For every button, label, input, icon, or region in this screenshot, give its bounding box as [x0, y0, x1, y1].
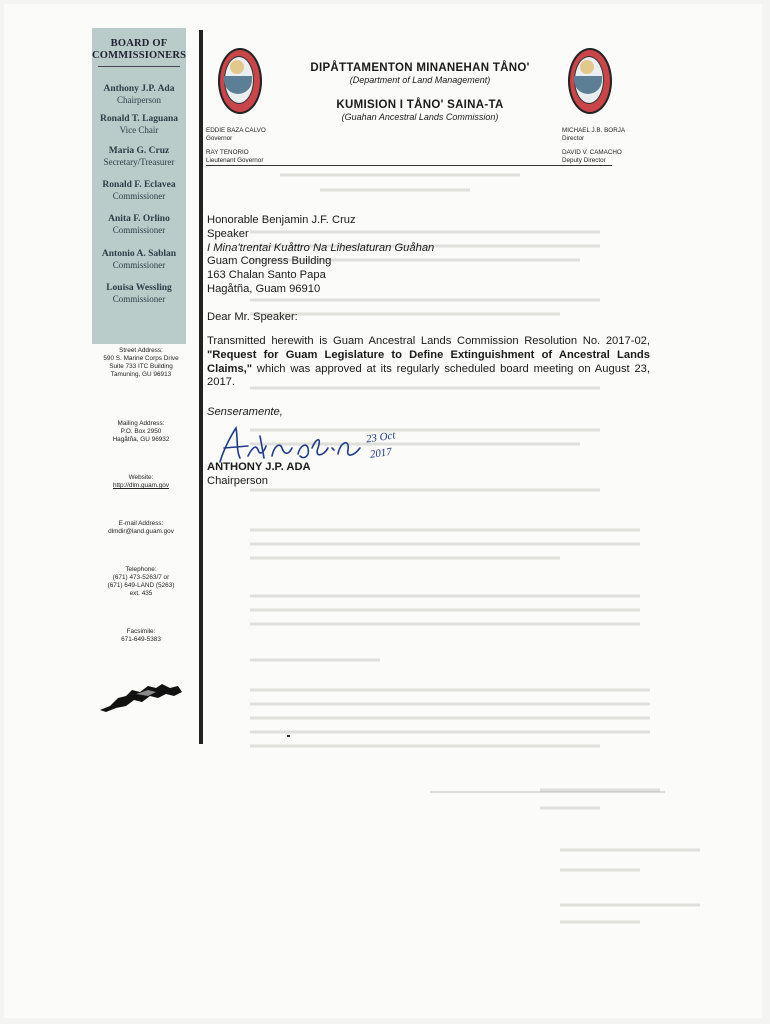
- street-address-line: Tamuning, GU 96913: [110, 371, 172, 378]
- body-text-intro: Transmitted herewith is Guam Ancestral Lands Commission Resolution No. 2017-02,: [207, 335, 650, 347]
- governor-name: EDDIE BAZA CALVO: [206, 127, 266, 134]
- addressee-line: 163 Chalan Santo Papa: [207, 269, 326, 282]
- director-title: Director: [562, 134, 585, 142]
- closing: Senseramente,: [207, 406, 283, 418]
- addressee-line: Hagåtña, Guam 96910: [207, 282, 321, 295]
- member-eclavea: [92, 180, 186, 202]
- director-block: [562, 127, 625, 142]
- facsimile: [92, 628, 190, 644]
- department-subtitle: (Department of Land Management): [349, 75, 491, 85]
- website-label: Website:: [128, 474, 154, 481]
- telephone-line: ext. 435: [129, 590, 153, 597]
- addressee-line: Speaker: [207, 227, 249, 240]
- addressee-line: Honorable Benjamin J.F. Cruz: [207, 214, 356, 226]
- member-wessling: [92, 283, 186, 305]
- telephone: [92, 566, 190, 598]
- website: [92, 474, 190, 490]
- letter-body: [207, 335, 650, 390]
- board-title-line1: BOARD OF: [110, 38, 168, 49]
- board-title-line2: COMMISSIONERS: [92, 50, 187, 61]
- signer-title: Chairperson: [207, 475, 268, 487]
- member-role: Vice Chair: [119, 125, 159, 135]
- street-address: [92, 347, 190, 379]
- facsimile-label: Facsimile:: [126, 628, 156, 635]
- commission-seal-icon: [568, 48, 612, 114]
- deputy-director-name: DAVID V. CAMACHO: [562, 149, 622, 156]
- scan-mark: [287, 735, 290, 737]
- lt-governor-name: RAY TENORIO: [206, 149, 249, 156]
- mailing-address-line: Hagåtña, GU 96932: [112, 436, 170, 443]
- member-name: Maria G. Cruz: [108, 146, 170, 156]
- addressee-block: [207, 214, 434, 297]
- lt-governor-title: Lieutenant Governor: [206, 156, 264, 164]
- guam-seal-icon: [218, 48, 262, 114]
- telephone-label: Telephone:: [125, 566, 157, 573]
- governor-title: Governor: [206, 134, 233, 142]
- guam-map-icon: [96, 676, 188, 716]
- telephone-line: (671) 649-LAND (5263): [107, 582, 175, 589]
- header-rule: [206, 165, 612, 166]
- addressee-line: I Mina'trentai Kuåttro Na Liheslaturan Guåhan: [207, 241, 435, 254]
- street-address-label: Street Address:: [119, 347, 163, 354]
- member-role: Secretary/Treasurer: [103, 157, 175, 167]
- vertical-divider: [199, 30, 203, 744]
- member-role: Commissioner: [112, 260, 166, 270]
- member-ada: [92, 84, 186, 106]
- member-name: Anthony J.P. Ada: [103, 84, 175, 94]
- addressee-line: Guam Congress Building: [207, 255, 332, 268]
- governor-block: [206, 127, 266, 142]
- board-title: [92, 38, 186, 62]
- facsimile-number: 671-649-5383: [121, 636, 161, 643]
- street-address-line: Suite 733 ITC Building: [109, 363, 173, 370]
- member-sablan: [92, 249, 186, 271]
- svg-text:23 Oct: 23 Oct: [365, 429, 397, 446]
- website-link[interactable]: http://dlm.guam.gov: [112, 482, 170, 489]
- member-name: Anita F. Orlino: [108, 214, 170, 224]
- member-name: Louisa Wessling: [106, 283, 172, 293]
- email-link[interactable]: dlmdir@land.guam.gov: [108, 528, 174, 535]
- lt-governor-block: [206, 149, 263, 164]
- deputy-director-title: Deputy Director: [562, 156, 606, 164]
- member-role: Commissioner: [112, 225, 166, 235]
- member-cruz: [92, 146, 186, 168]
- email: [92, 520, 190, 536]
- director-name: MICHAEL J.B. BORJA: [562, 127, 626, 134]
- member-role: Chairperson: [117, 95, 161, 105]
- member-name: Antonio A. Sablan: [101, 249, 177, 259]
- telephone-line: (671) 473-5263/7 or: [112, 574, 170, 581]
- body-text-outro: which was approved at its regularly scheduled board meeting on August 23, 2017.: [207, 362, 651, 389]
- member-orlino: [92, 214, 186, 236]
- member-role: Commissioner: [112, 294, 166, 304]
- member-role: Commissioner: [112, 191, 166, 201]
- member-name: Ronald T. Laguana: [99, 114, 179, 124]
- board-title-rule: [98, 66, 180, 67]
- department-name: DIPÅTTAMENTON MINANEHAN TÅNO': [310, 62, 530, 74]
- deputy-director-block: [562, 149, 622, 164]
- commission-subtitle: (Guahan Ancestral Lands Commission): [341, 112, 499, 122]
- member-laguana: [92, 114, 186, 136]
- svg-text:2017: 2017: [369, 445, 393, 461]
- resolution-title: "Request for Guam Legislature to Define Extinguishment of Ancestral Lands Claims,": [207, 348, 650, 375]
- greeting: Dear Mr. Speaker:: [207, 311, 298, 323]
- mailing-address-label: Mailing Address:: [117, 420, 165, 427]
- email-label: E-mail Address:: [118, 520, 164, 527]
- mailing-address-line: P.O. Box 2950: [120, 428, 162, 435]
- commission-name: KUMISION I TÅNO' SAINA-TA: [336, 99, 504, 111]
- signer-name: ANTHONY J.P. ADA: [207, 461, 311, 473]
- street-address-line: 590 S. Marine Corps Drive: [103, 355, 179, 362]
- mailing-address: [92, 420, 190, 444]
- member-name: Ronald F. Eclavea: [102, 180, 176, 190]
